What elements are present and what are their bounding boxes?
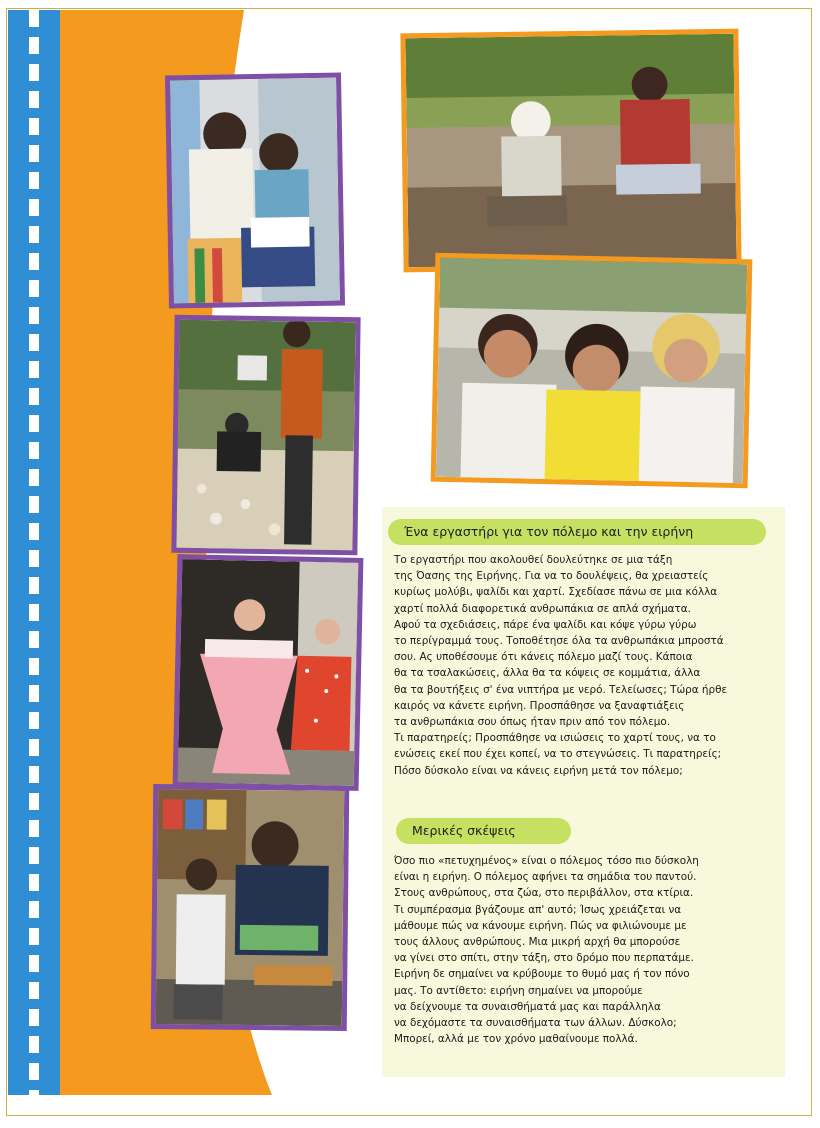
text-line: χαρτί πολλά διαφορετικά ανθρωπάκια σε απλά σχήματα. <box>394 602 691 615</box>
photo-three-girls <box>431 253 753 489</box>
dashed-line <box>29 10 39 1095</box>
text-line: Μπορεί, αλλά με τον χρόνο μαθαίνουμε πολλά. <box>394 1033 638 1046</box>
thoughts-paragraph <box>394 853 786 1047</box>
text-line: τα ανθρωπάκια σου όπως ήταν πριν από τον πόλεμο. <box>394 716 670 729</box>
text-line: καιρός να κάνετε ειρήνη. Προσπάθησε να ξαναφτιάξεις <box>394 699 685 712</box>
photo-dressed-up-girls <box>173 554 364 791</box>
text-line: Αφού τα σχεδιάσεις, πάρε ένα ψαλίδι και κόψε γύρω γύρω <box>394 618 697 631</box>
photo-women-on-rocks <box>400 29 741 273</box>
text-line: το περίγραμμά τους. Τοποθέτησε όλα τα ανθρωπάκια μπροστά <box>394 635 724 648</box>
text-line: να δεχόμαστε τα συναισθήματα των άλλων. Δύσκολο; <box>394 1017 677 1030</box>
text-line: Τι παρατηρείς; Προσπάθησε να ισιώσεις το χαρτί τους, να το <box>394 732 716 745</box>
text-line: μάθουμε πώς να κάνουμε ειρήνη. Πώς να φιλιώνουμε με <box>394 919 687 932</box>
section-heading-workshop: Ένα εργαστήρι για τον πόλεμο και την ειρήνη <box>388 519 766 545</box>
workshop-paragraph <box>394 552 786 779</box>
text-line: θα τα βουτήξεις σ' ένα νιπτήρα με νερό. Τελείωσες; Τώρα ήρθε <box>394 683 728 696</box>
text-line: Όσο πιο «πετυχημένος» είναι ο πόλεμος τόσο πιο δύσκολη <box>394 855 699 867</box>
text-line: Τι συμπέρασμα βγάζουμε απ' αυτό; Ίσως χρειάζεται να <box>394 903 682 916</box>
text-line: τους άλλους ανθρώπους. Μια μικρή αρχή θα μπορούσε <box>394 936 681 949</box>
text-line: Το εργαστήρι που ακολουθεί δουλεύτηκε σε μια τάξη <box>394 554 673 566</box>
text-line: να δείχνουμε τα συναισθήματά μας και παράλληλα <box>394 1000 661 1013</box>
text-line: Στους ανθρώπους, στα ζώα, στο περιβάλλον, στα κτίρια. <box>394 887 694 900</box>
text-line: θα τα τσαλακώσεις, άλλα θα τα κόψεις σε κομμάτια, άλλα <box>394 667 701 680</box>
photo-teacher-with-child <box>151 784 350 1031</box>
text-line: Ειρήνη δε σημαίνει να κρύβουμε το θυμό μας ή τον πόνο <box>394 968 690 981</box>
text-line: της Όασης της Ειρήνης. Για να το δουλέψεις, θα χρειαστείς <box>394 570 709 583</box>
photo-children-reading <box>165 72 345 308</box>
photo-children-outdoors <box>171 315 360 556</box>
section-heading-thoughts: Μερικές σκέψεις <box>396 818 571 844</box>
text-line: είναι η ειρήνη. Ο πόλεμος αφήνει τα σημάδια του παντού. <box>394 871 697 884</box>
text-line: κυρίως μολύβι, ψαλίδι και χαρτί. Σχεδίασε πάνω σε μια κόλλα <box>394 586 718 599</box>
text-line: Πόσο δύσκολο είναι να κάνεις ειρήνη μετά τον πόλεμο; <box>394 764 683 777</box>
text-line: σου. Ας υποθέσουμε ότι κάνεις πόλεμο μαζί τους. Κάποια <box>394 651 693 664</box>
text-line: μας. Το αντίθετο: ειρήνη σημαίνει να μπορούμε <box>394 984 643 997</box>
text-line: ενώσεις εκεί που έχει κοπεί, να το στεγνώσεις. Τι παρατηρείς; <box>394 748 722 761</box>
text-line: να γίνει στο σπίτι, στην τάξη, στο δρόμο που περπατάμε. <box>394 952 694 965</box>
